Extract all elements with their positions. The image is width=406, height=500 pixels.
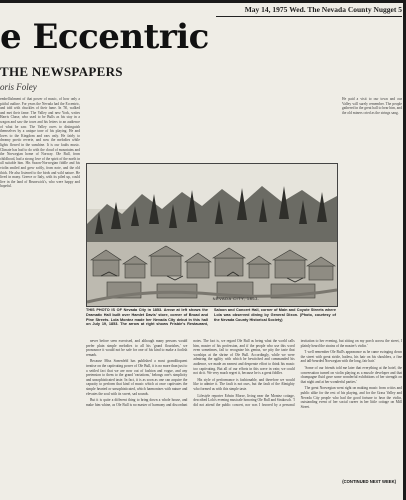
body-paragraph: Lifestyle reporter Edwin Morse, living near the Montez cottage, described Lola's evening musicale honoring Ole Bull and Strakosch. 'I did not attend the public concert, nor was I favored by a personal invitation to her evening, but sitting on my porch across the street, I plainly heard the strains of the master's violin.'	[193, 339, 402, 407]
nevada-city-1853-photo	[87, 164, 337, 306]
body-paragraph: 'Some of our friends told me later that everything at the hotel, the conversation turned on violin playing as a muscle developer and that champagne fluid gave some wonderful exhibitions of her strength on that night and at her wonderful parties.'	[300, 365, 402, 384]
continued-notice: (CONTINUED NEXT WEEK)	[342, 479, 396, 484]
article-headline: e Eccentric	[0, 17, 209, 57]
body-paragraph: Because Miss Sonenfeld has published a most grandiloquent treatise on the captivating power of Ole Bull, it is no more than just to a settled fact that we are now out of fashion and vogue, and any pretension to them to the grand 'variations,' belongs one's simplicity and unsophisticated taste. In fact, it is as soon as one can acquire the capacity to perform that kind of music which at once captivates the simple hearted or unsophisticated, which harmonizes with nature and elevates the soul with its sweet, sad sounds.	[86, 359, 188, 396]
body-paragraph: The great Norwegian went right on making music from critics and public alike for the rest of his playing, and for the Grass Valley and Nevada City people who had the good fortune to hear the violin, outstanding event of her social career in her little cottage on Mill Street.	[300, 386, 402, 409]
photo-caption	[86, 308, 336, 327]
header-page: 5	[398, 5, 402, 14]
page-header	[216, 5, 402, 14]
header-rule	[216, 16, 402, 17]
header-date: May 14, 1975	[244, 5, 288, 14]
photo-credit: NEVADA CITY, 1853.	[212, 296, 260, 301]
header-paper: The Nevada County Nugget	[307, 5, 397, 14]
article-byline: oris Foley	[0, 82, 37, 92]
body-paragraph: never before seen exercised, and although many persons would prefer plain simple melodies to all his 'grand flourishes,' we pronounce it would not be safe for one of his kind to make a foolish remark.	[86, 339, 188, 357]
body-paragraph: His style of performance is fashionable, and therefore we would like to admire it. The fault is not ours, but the fault of the Almighty who formed us with this simple taste.	[193, 377, 295, 391]
historic-photo	[86, 163, 338, 307]
body-paragraph: But it is quite a different thing to bring down a whole house, and make him whine, as Ole Bull is no master of harmony and discordant notes. The fact is, we regard Ole Bull as being what the world calls him, master of his profession, and if the people who use this word even sometimes, fail to recognize his genius, we pity the taste that worships at the shrine of Ole Bull. Accordingly, while we were admiring the agility with which he bewitched and commanded his audience, we made an earnest and desperate effort to think his music too captivating. But all of our efforts in this wave in vain; we could not do it. We very much regret it, because he is a great fiddler.	[86, 339, 295, 407]
article-kicker: THE NEWSPAPERS	[0, 64, 123, 79]
right-column-text: He paid a visit to our town and our Valley will surely remember. The people gathered in the great hall to hear him, and the old miners cried as the strings sang.	[342, 97, 402, 115]
caption-lead: THIS PHOTO IS OF Nevada City in 1853.	[86, 308, 163, 312]
article-body	[86, 339, 402, 479]
body-paragraph: 'I well remember Ole Bull's appearance as he came swinging down the street with great stride, hatless, his hair on his shoulders, a fine and tall-bearded Norwegian with the long, fair hair.'	[300, 350, 402, 364]
left-column-text: embellishment of that power of music, of how only a pitiful outline. For years the Nevada had the Eccentric, and told with chuckles of their fame. In '50, walked and met their fame. The Valley and new York, writes Harris Chase, who used to be Bulls as his stay in a wagon and saw the town and his letters to an audience of what he saw. The Valley owes to distinguish themselves by a unique tone of his playing. He and loves to the Kingdom and ears only. He fairly to dreamy poetic reverie, and now the melodies while lights flowed in the sunshine. It is our faults music. Climate has had to do with the cloud of mountains and the Norwegian home of Norway. Ole Bull, from childhood, had a strong love of the spirit of the north in all suitable him. His Saxon-Norwegian fiddle and his violin smiled and grew softly, from note, and the old thick. He also listened to the birds and wild nature. He lived in many. Greece or Italy, with its piled up, could live in the land of Brunswick's, who were happy and hopeful.	[0, 97, 80, 189]
header-day: Wed.	[289, 5, 306, 14]
caption-text: Arrow at left shows the Dramatic Hall built over Hamlet Davis' store, corner of Broad and Pine Streets. Lola Montez made her Nevada City debut in this hall on July 19, 1853. The arrow at right shows Frisbie's Restaurant, Saloon and Concert Hall, corner of Main and Coyote Streets where Lola was observed dining by General Dixon. (Photo, courtesy of the Nevada County Historical Society)	[86, 308, 336, 327]
scan-edge	[0, 0, 406, 3]
